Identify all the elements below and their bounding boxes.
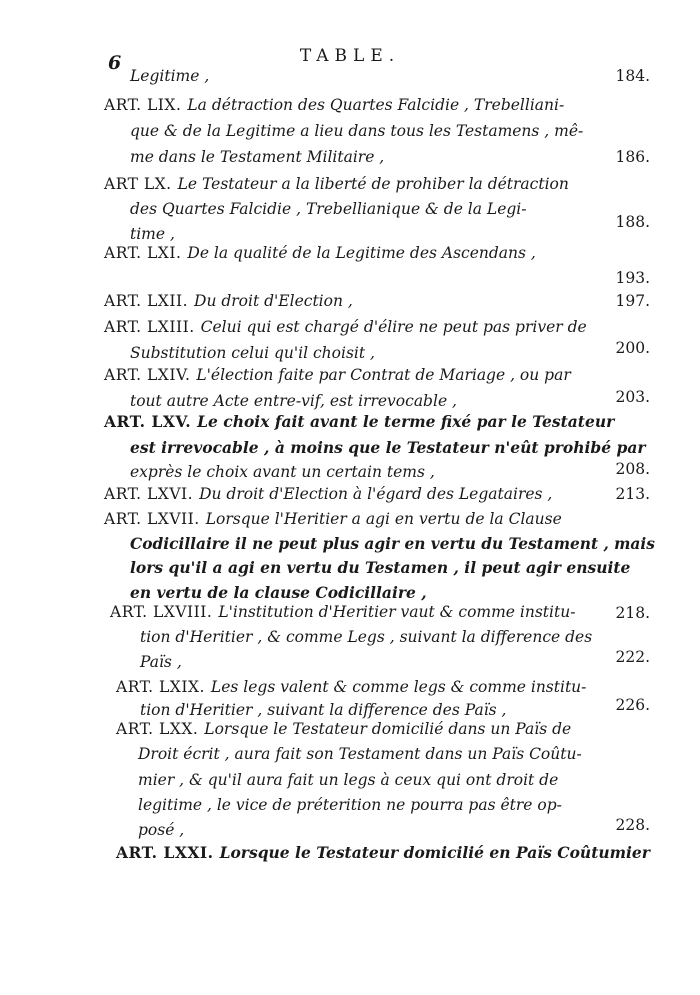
page-reference: 222. [615, 648, 650, 666]
page-reference: 218. [615, 604, 650, 622]
entry-line [104, 243, 536, 263]
entry-text: en vertu de la clause Codicillaire , [130, 583, 427, 602]
entry-text: tion d'Heritier , suivant la difference des Païs , [140, 701, 507, 719]
page-reference: 188. [615, 213, 650, 231]
article-label: ART. LXV. [104, 412, 192, 431]
entry-text: L'élection faite par Contrat de Mariage , ou par [196, 366, 571, 384]
entry-text: mier , & qu'il aura fait un legs à ceux qui ont droit de [138, 771, 559, 789]
entry-text: Droit écrit , aura fait son Testament dans un Païs Coûtu- [138, 745, 582, 763]
running-head: TABLE. [299, 46, 401, 66]
entry-line [138, 744, 582, 764]
article-label: ART LX. [104, 175, 172, 193]
page-reference: 200. [615, 339, 650, 357]
entry-text: legitime , le vice de préterition ne pourra pas être op- [138, 796, 562, 814]
page-reference: 208. [615, 460, 650, 478]
article-label: ART. LXXI. [116, 843, 214, 862]
article-label: ART. LXVIII. [110, 603, 213, 621]
entry-line [138, 770, 558, 790]
article-label: ART. LXIV. [104, 366, 191, 384]
entry-line [140, 652, 182, 672]
entry-text: que & de la Legitime a lieu dans tous les Testamens , mê- [130, 122, 584, 140]
entry-line [130, 66, 209, 86]
entry-line [130, 534, 655, 554]
entry-text: Celui qui est chargé d'élire ne peut pas priver de [200, 318, 587, 336]
entry-line [130, 438, 646, 458]
entry-text: des Quartes Falcidie , Trebellianique & de la Legi- [130, 200, 527, 218]
entry-line [104, 509, 562, 529]
entry-line [104, 174, 569, 194]
entry-text: Lorsque le Testateur domicilié dans un Païs de [204, 720, 572, 738]
entry-text: Codicillaire il ne peut plus agir en vertu du Testament , mais [130, 534, 655, 553]
entry-line [104, 484, 552, 504]
entry-text: Païs , [140, 653, 182, 671]
article-label: ART. LXIII. [104, 318, 195, 336]
entry-line [104, 95, 564, 115]
page-reference: 213. [615, 485, 650, 503]
entry-line [116, 843, 650, 863]
entry-text: lors qu'il a agi en vertu du Testamen , il peut agir ensuite [130, 558, 631, 577]
entry-line [104, 365, 571, 385]
entry-line [104, 291, 353, 311]
article-label: ART. LXVI. [104, 485, 194, 503]
entry-text: tion d'Heritier , & comme Legs , suivant la difference des [140, 628, 593, 646]
entry-text: Le Testateur a la liberté de prohiber la détraction [177, 175, 569, 193]
entry-line [130, 462, 435, 482]
page-reference: 228. [615, 816, 650, 834]
page-reference: 197. [615, 292, 650, 310]
article-label: ART. LXI. [104, 244, 182, 262]
entry-line [104, 412, 614, 432]
article-label: ART. LIX. [104, 96, 182, 114]
page-reference: 193. [615, 269, 650, 287]
entry-text: L'institution d'Heritier vaut & comme institu- [218, 603, 576, 621]
entry-text: me dans le Testament Militaire , [130, 148, 385, 166]
entry-line [130, 558, 630, 578]
page-reference: 203. [615, 388, 650, 406]
entry-text: Du droit d'Election à l'égard des Legataires , [199, 485, 553, 503]
entry-text: Le choix fait avant le terme fixé par le Testateur [197, 412, 615, 431]
entry-line [130, 391, 457, 411]
entry-line [138, 820, 184, 840]
entry-text: Legitime , [130, 67, 210, 85]
entry-text: time , [130, 225, 175, 243]
entry-line [130, 147, 384, 167]
entry-text: Les legs valent & comme legs & comme institu- [210, 678, 587, 696]
article-label: ART. LXII. [104, 292, 189, 310]
entry-text: exprès le choix avant un certain tems , [130, 463, 435, 481]
entry-line [130, 343, 375, 363]
entry-line [140, 700, 506, 720]
entry-text: Lorsque le Testateur domicilié en Païs Coûtumier [219, 843, 650, 862]
entry-line [130, 121, 583, 141]
entry-line [138, 795, 562, 815]
article-label: ART. LXIX. [116, 678, 205, 696]
entry-line [140, 627, 592, 647]
entry-text: est irrevocable , à moins que le Testateur n'eût prohibé par [130, 438, 646, 457]
entry-line [116, 677, 586, 697]
entry-text: De la qualité de la Legitime des Ascendans , [187, 244, 536, 262]
page-reference: 226. [615, 696, 650, 714]
entry-text: La détraction des Quartes Falcidie , Trebelliani- [187, 96, 565, 114]
article-label: ART. LXX. [116, 720, 199, 738]
entry-text: Lorsque l'Heritier a agi en vertu de la Clause [205, 510, 562, 528]
page-reference: 184. [615, 67, 650, 85]
page-reference: 186. [615, 148, 650, 166]
entry-line [130, 583, 427, 603]
entry-text: posé , [138, 821, 185, 839]
article-label: ART. LXVII. [104, 510, 200, 528]
entry-line [104, 317, 587, 337]
page-number: 6 [108, 52, 122, 74]
entry-line [130, 199, 527, 219]
entry-text: Substitution celui qu'il choisit , [130, 344, 375, 362]
entry-text: tout autre Acte entre-vif, est irrevocable , [130, 392, 457, 410]
entry-text: Du droit d'Election , [194, 292, 353, 310]
entry-line [116, 719, 571, 739]
entry-line [110, 602, 575, 622]
entry-line [130, 224, 175, 244]
